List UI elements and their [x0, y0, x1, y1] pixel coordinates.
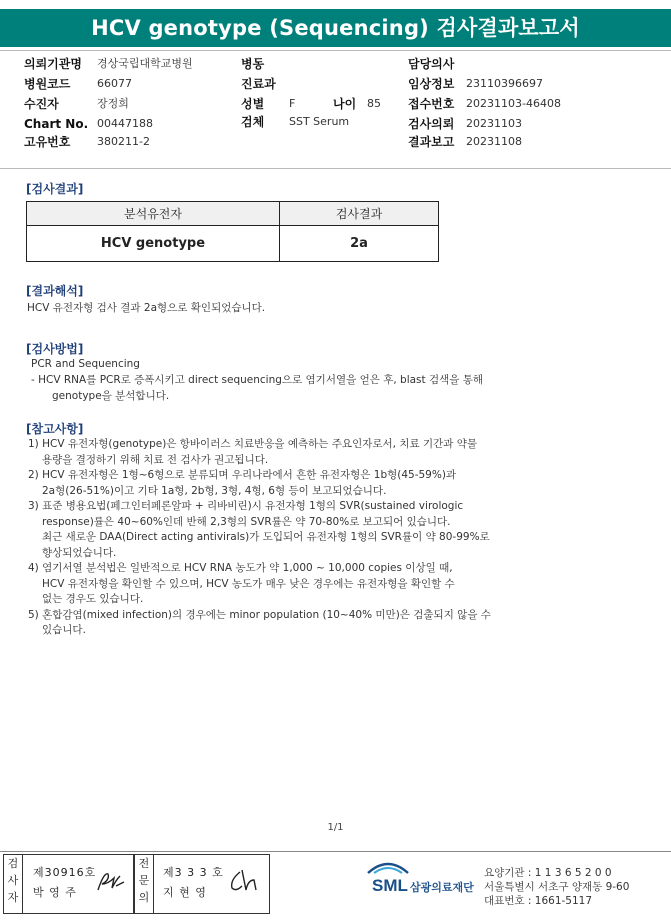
hdr-value: 23110396697: [466, 77, 543, 90]
col-header-gene: 분석유전자: [27, 202, 280, 226]
hdr-value: 20231103-46408: [466, 97, 561, 110]
patient-info-header: [0, 50, 671, 169]
result-table: [26, 201, 439, 262]
hdr-value: 경상국립대학교병원: [97, 57, 193, 70]
hdr-value: 20231103: [466, 117, 522, 130]
list-item: [28, 608, 491, 639]
ref-main: 5) 혼합감염(mixed infection)의 경우에는 minor population (10~40% 미만)은 검출되지 않을 수: [28, 608, 491, 621]
hdr-label: 담당의사: [408, 57, 455, 71]
result-cell: 2a: [280, 226, 439, 262]
hdr-value: SST Serum: [289, 115, 350, 128]
page-number: 1/1: [327, 822, 344, 833]
hdr-label: 성별: [241, 97, 265, 111]
hdr-value: 66077: [97, 77, 132, 90]
examiner-label: 검 사 자: [7, 857, 19, 904]
hdr-value: 85: [367, 97, 381, 110]
sml-logo-icon: [366, 861, 410, 875]
approver-no: 제3 3 3 호: [163, 866, 224, 879]
hdr-label: 임상정보: [408, 77, 455, 91]
examiner-name: 박 영 주: [33, 886, 77, 899]
method-line: genotype을 분석합니다.: [52, 390, 170, 402]
hdr-value: F: [289, 97, 296, 110]
gene-cell: HCV genotype: [27, 226, 280, 262]
ref-main: 4) 염기서열 분석법은 일반적으로 HCV RNA 농도가 약 1,000 ~ 10,000 copies 이상일 때,: [28, 562, 453, 574]
hdr-value: 380211-2: [97, 135, 150, 148]
hdr-label: 고유번호: [24, 135, 71, 149]
hdr-label: Chart No.: [24, 117, 89, 131]
hdr-label: 수진자: [24, 97, 59, 111]
hdr-label: 검사의뢰: [408, 117, 455, 131]
phone: 대표번호 : 1661-5117: [484, 895, 593, 907]
ref-main: 1) HCV 유전자형(genotype)은 항바이러스 치료반응을 예측하는 주요인자로서, 치료 기간과 약물: [28, 438, 477, 450]
report-title: HCV genotype (Sequencing) 검사결과보고서: [0, 9, 671, 47]
approver-signature: [226, 866, 262, 896]
list-item: [28, 437, 491, 468]
ref-sub: 용량을 결정하기 위해 치료 전 검사가 권고됩니다.: [42, 453, 269, 466]
hdr-label: 결과보고: [408, 135, 455, 149]
hdr-label: 진료과: [241, 77, 276, 91]
approver-label: 전 문 의: [138, 857, 150, 904]
institution-code: 요양기관 : 1 1 3 6 5 2 0 0: [484, 867, 612, 879]
ref-sub: 향상되었습니다.: [42, 546, 117, 559]
method-title: [검사방법]: [26, 342, 84, 356]
hdr-value: 20231108: [466, 135, 522, 148]
hdr-label: 나이: [333, 97, 357, 111]
approver-name: 지 현 영: [163, 886, 207, 899]
list-item: [28, 468, 491, 499]
references-list: [28, 437, 491, 639]
examiner-no: 제30916호: [33, 866, 97, 879]
hdr-label: 검체: [241, 115, 265, 129]
result-section-title: [검사결과]: [26, 182, 84, 196]
hdr-label: 병동: [241, 57, 265, 71]
hdr-label: 병원코드: [24, 77, 71, 91]
hdr-label: 접수번호: [408, 97, 455, 111]
ref-sub: 없는 경우도 있습니다.: [42, 593, 144, 605]
ref-sub: response)률은 40~60%인데 반해 2,3형의 SVR률은 약 70-80%로 보고되어 있습니다.: [42, 515, 451, 528]
table-row: [27, 226, 439, 262]
references-title: [참고사항]: [26, 422, 84, 436]
ref-main: 2) HCV 유전자형은 1형~6형으로 분류되며 우리나라에서 흔한 유전자형은 1b형(45-59%)과: [28, 469, 457, 481]
interpretation-title: [결과해석]: [26, 284, 84, 298]
hdr-label: 의뢰기관명: [24, 57, 82, 71]
ref-sub: 있습니다.: [42, 624, 86, 636]
list-item: [28, 561, 491, 608]
ref-sub: 최근 새로운 DAA(Direct acting antivirals)가 도입되어 유전자형 1형의 SVR률이 약 80-99%로: [42, 531, 490, 543]
examiner-signature: [94, 866, 128, 896]
list-item: [28, 499, 491, 561]
method-line: - HCV RNA를 PCR로 증폭시키고 direct sequencing으로 염기서열을 얻은 후, blast 검색을 통해: [31, 374, 484, 386]
hdr-value: 00447188: [97, 117, 153, 130]
method-line: PCR and Sequencing: [31, 358, 140, 370]
ref-sub: HCV 유전자형을 확인할 수 있으며, HCV 농도가 매우 낮은 경우에는 유전자형을 확인할 수: [42, 577, 455, 590]
ref-sub: 2a형(26-51%)이고 기타 1a형, 2b형, 3형, 4형, 6형 등이 보고되었습니다.: [42, 484, 387, 497]
address: 서울특별시 서초구 양재동 9-60: [484, 881, 630, 893]
col-header-result: 검사결과: [280, 202, 439, 226]
logo-text: SML: [372, 876, 408, 895]
hdr-value: 장정희: [97, 97, 129, 110]
org-name: 삼광의료재단: [410, 881, 474, 894]
interpretation-text: HCV 유전자형 검사 결과 2a형으로 확인되었습니다.: [27, 302, 266, 314]
ref-main: 3) 표준 병용요법(페그인터페론알파 + 리바비린)시 유전자형 1형의 SVR(sustained virologic: [28, 500, 464, 512]
